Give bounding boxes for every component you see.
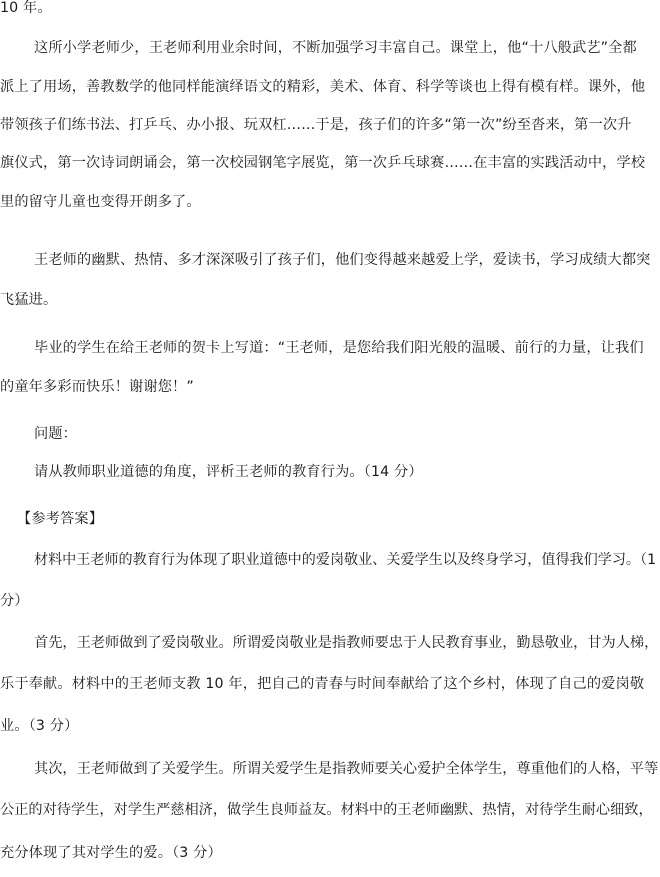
text-line-10: 的童年多彩而快乐！谢谢您！” xyxy=(0,379,194,395)
text-line-2: 这所小学老师少，王老师利用业余时间，不断加强学习丰富自己。课堂上，他“十八般武艺”全都 xyxy=(34,40,637,56)
text-line-14: 材料中王老师的教育行为体现了职业道德中的爱岗敬业、关爱学生以及终身学习，值得我们学习。（1 xyxy=(34,552,657,568)
text-line-16: 首先，王老师做到了爱岗敬业。所谓爱岗敬业是指教师要忠于人民教育事业，勤恳敬业，甘为人梯， xyxy=(34,635,659,651)
text-line-1: 10 年。 xyxy=(0,0,52,16)
text-line-4: 带领孩子们练书法、打乒乓、办小报、玩双杠……于是，孩子们的许多“第一次”纷至沓来，第一次升 xyxy=(0,117,632,133)
question-text: 请从教师职业道德的角度，评析王老师的教育行为。（14 分） xyxy=(34,464,423,480)
answer-heading: 【参考答案】 xyxy=(17,511,104,527)
text-line-5: 旗仪式，第一次诗词朗诵会，第一次校园钢笔字展览，第一次乒乓球赛……在丰富的实践活动中，学校 xyxy=(0,155,646,171)
text-line-17: 乐于奉献。材料中的王老师支教 10 年，把自己的青春与时间奉献给了这个乡村，体现了自己的爱岗敬 xyxy=(0,676,645,692)
text-line-20: 公正的对待学生，对学生严慈相济，做学生良师益友。材料中的王老师幽默、热情，对待学生耐心细致， xyxy=(0,802,653,818)
text-line-15: 分） xyxy=(0,593,29,609)
text-line-6: 里的留守儿童也变得开朗多了。 xyxy=(0,194,201,210)
text-line-19: 其次，王老师做到了关爱学生。所谓关爱学生是指教师要关心爱护全体学生，尊重他们的人格，平等 xyxy=(34,761,659,777)
text-line-18: 业。（3 分） xyxy=(0,718,79,734)
text-line-3: 派上了用场，善教数学的他同样能演绎语文的精彩，美术、体育、科学等谈也上得有模有样。课外，他 xyxy=(0,79,646,95)
question-label: 问题： xyxy=(34,426,78,442)
text-line-7: 王老师的幽默、热情、多才深深吸引了孩子们，他们变得越来越爱上学，爱读书，学习成绩大都突 xyxy=(34,252,651,268)
text-line-8: 飞猛进。 xyxy=(0,292,58,308)
text-line-21: 充分体现了其对学生的爱。（3 分） xyxy=(0,845,222,861)
text-line-9: 毕业的学生在给王老师的贺卡上写道：“王老师，是您给我们阳光般的温暖、前行的力量，让我们 xyxy=(34,340,644,356)
